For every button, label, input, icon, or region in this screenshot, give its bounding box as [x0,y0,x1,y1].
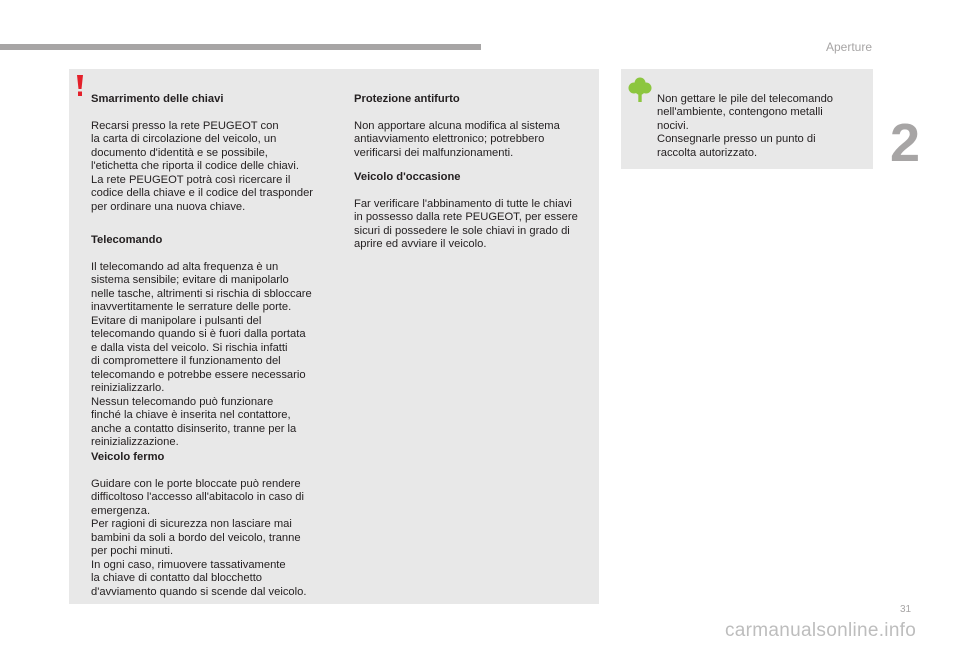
environment-block [657,79,833,160]
tree-icon [628,77,652,103]
used-vehicle-body: Far verificare l'abbinamento di tutte le chiavi in possesso dalla rete PEUGEOT, per essere sicuri di possedere le sole chiavi in grado di aprire ed avviare il veicolo. [354,197,578,250]
stationary-block [91,437,306,599]
lost-keys-body: Recarsi presso la rete PEUGEOT con la carta di circolazione del veicolo, un documento d'identità e se possibile, l'etichetta che riporta il codice delle chiavi. La rete PEUGEOT potrà così ricercare il codice della chiave e il codice del trasponder per ordinare una nuova chiave. [91,119,314,213]
watermark: carmanualsonline.info [725,620,917,641]
section-title: Aperture [825,40,872,54]
chapter-number: 2 [890,113,921,173]
header-bar [0,44,481,50]
remote-block [91,220,312,450]
environment-body: Non gettare le pile del telecomando nell'ambiente, contengono metalli nocivi. Consegnarle presso un punto di raccolta autorizzato. [657,92,834,159]
antitheft-title: Protezione antifurto [354,92,460,105]
used-vehicle-block [354,157,578,252]
exclamation-icon [74,74,86,98]
antitheft-block [354,79,560,160]
lost-keys-title: Smarrimento delle chiavi [91,92,224,105]
page-number: 31 [900,604,912,615]
used-vehicle-title: Veicolo d'occasione [354,170,461,183]
remote-title: Telecomando [91,233,163,246]
stationary-body: Guidare con le porte bloccate può rendere difficoltoso l'accesso all'abitacolo in caso di emergenza. Per ragioni di sicurezza non lasciare mai bambini da soli a bordo del veicolo, tranne per pochi minuti. In ogni caso, rimuovere tassativamente la chiave di contatto dal blocchetto d'avviamento quando si scende dal veicolo. [91,477,307,598]
stationary-title: Veicolo fermo [91,450,165,463]
antitheft-body: Non apportare alcuna modifica al sistema antiavviamento elettronico; potrebbero verificarsi dei malfunzionamenti. [354,119,560,159]
lost-keys-block [91,79,313,214]
remote-body: Il telecomando ad alta frequenza è un sistema sensibile; evitare di manipolarlo nelle tasche, altrimenti si rischia di sbloccare inavvertitamente le serrature delle porte. Evitare di manipolare i pulsanti del telecomando quando si è fuori dalla portata e dalla vista del veicolo. Si rischia infatti di compromettere il funzionamento del telecomando e potrebbe essere necessario reinizializzarlo. Nessun telecomando può funzionare finché la chiave è inserita nel contattore, anche a contatto disinserito, tranne per la reinizializzazione. [91,260,312,448]
